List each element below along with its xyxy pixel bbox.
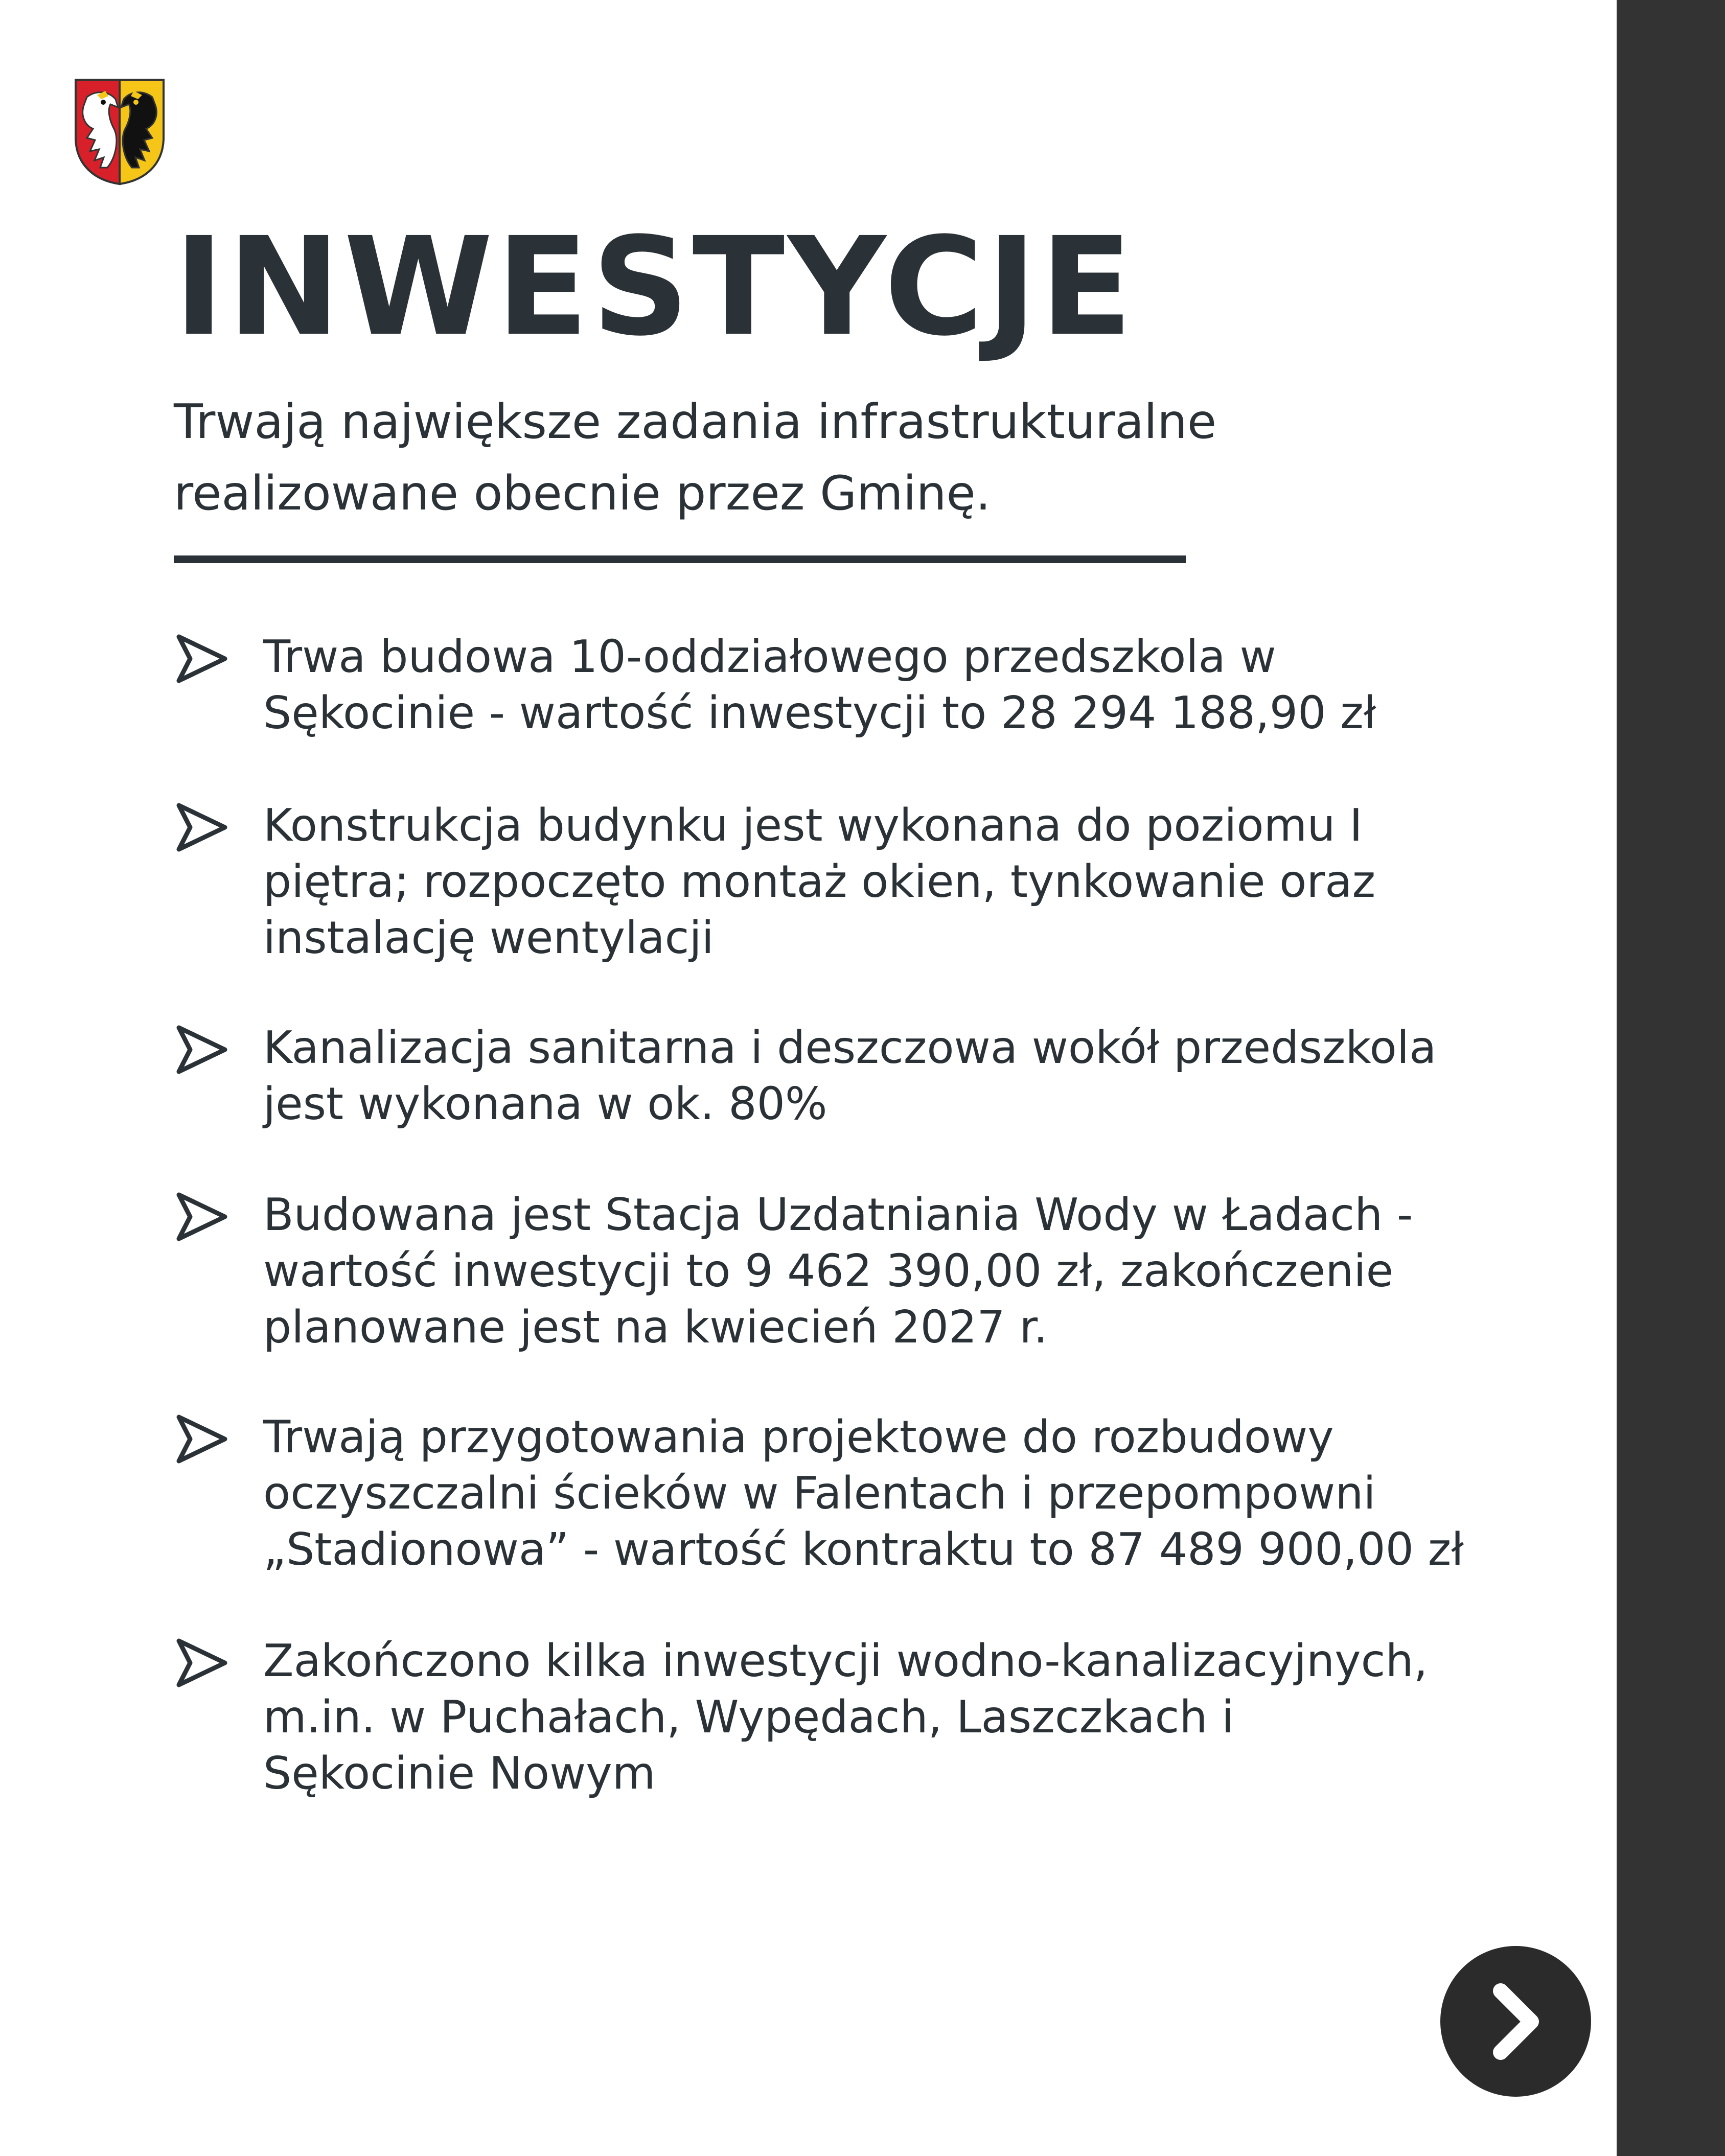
bullet-line: planowane jest na kwiecień 2027 r. bbox=[263, 1301, 1048, 1353]
bullet-line: jest wykonana w ok. 80% bbox=[263, 1078, 827, 1130]
bullet-line: Kanalizacja sanitarna i deszczowa wokół przedszkola bbox=[263, 1022, 1437, 1074]
page-title: INWESTYCJE bbox=[174, 208, 1136, 366]
bullet-line: Zakończono kilka inwestycji wodno-kanalizacyjnych, bbox=[263, 1635, 1428, 1687]
bullet-line: oczyszczalni ścieków w Falentach i przepompowni bbox=[263, 1467, 1376, 1519]
bullet-line: „Stadionowa” - wartość kontraktu to 87 489 900,00 zł bbox=[263, 1523, 1464, 1575]
bullet-line: Konstrukcja budynku jest wykonana do poziomu I bbox=[263, 799, 1363, 851]
bullet-text bbox=[263, 1187, 1582, 1355]
page-subtitle bbox=[174, 386, 1554, 529]
bullet-line: Sękocinie - wartość inwestycji to 28 294 188,90 zł bbox=[263, 687, 1376, 739]
bullet-text bbox=[263, 1019, 1582, 1132]
right-side-bar bbox=[1617, 0, 1725, 2156]
bullet-line: Budowana jest Stacja Uzdatniania Wody w Ładach - bbox=[263, 1189, 1413, 1241]
bullet-text bbox=[263, 797, 1582, 966]
arrow-right-outline-icon bbox=[174, 1022, 230, 1078]
next-slide-button[interactable] bbox=[1440, 1946, 1591, 2097]
arrow-right-outline-icon bbox=[174, 631, 230, 687]
bullet-text bbox=[263, 629, 1582, 741]
bullet-line: Trwają przygotowania projektowe do rozbudowy bbox=[263, 1411, 1334, 1463]
bullet-line: instalację wentylacji bbox=[263, 912, 714, 964]
bullet-line: m.in. w Puchałach, Wypędach, Laszczkach i bbox=[263, 1691, 1234, 1743]
bullet-line: wartość inwestycji to 9 462 390,00 zł, zakończenie bbox=[263, 1245, 1394, 1297]
bullet-text bbox=[263, 1633, 1582, 1801]
bullet-line: Trwa budowa 10-oddziałowego przedszkola w bbox=[263, 631, 1276, 683]
chevron-right-icon bbox=[1440, 1946, 1591, 2097]
arrow-right-outline-icon bbox=[174, 1635, 230, 1691]
arrow-right-outline-icon bbox=[174, 799, 230, 855]
subtitle-line: realizowane obecnie przez Gminę. bbox=[174, 466, 991, 521]
arrow-right-outline-icon bbox=[174, 1189, 230, 1245]
arrow-right-outline-icon bbox=[174, 1411, 230, 1467]
title-divider bbox=[174, 555, 1186, 563]
subtitle-line: Trwają największe zadania infrastrukturalne bbox=[174, 394, 1217, 449]
bullet-text bbox=[263, 1409, 1582, 1578]
municipality-crest-logo bbox=[72, 76, 168, 188]
bullet-line: piętra; rozpoczęto montaż okien, tynkowanie oraz bbox=[263, 855, 1376, 908]
bullet-line: Sękocinie Nowym bbox=[263, 1747, 656, 1799]
